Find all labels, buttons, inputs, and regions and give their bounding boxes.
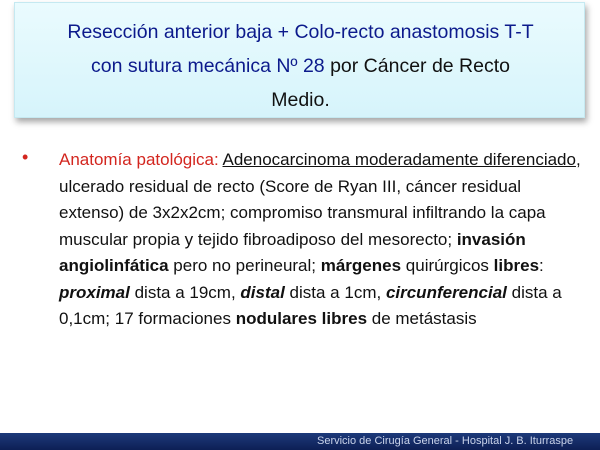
body-segment: de metástasis [367,309,477,328]
emphasis-nodes: nodulares libres [235,309,368,328]
title-line-2-blue: con sutura mecánica Nº 28 [90,55,325,77]
emphasis-circumferential: circunferencial [385,282,507,302]
slide-title [15,15,586,117]
emphasis-free: libres [493,256,540,275]
emphasis-invasion: invasión angiolinfática [59,229,526,275]
bullet-text [59,147,584,333]
bullet-marker: • [22,147,29,167]
title-line-3: Medio. [271,89,330,111]
title-box [14,2,585,118]
bullet-label: Anatomía patológica: [59,150,219,169]
footer-text: Servicio de Cirugía General - Hospital J. B. Iturraspe [317,435,574,447]
title-line-2-dark: por Cáncer de Recto [324,55,511,77]
footer-bar [0,433,600,450]
body-segment: : [539,256,544,275]
diagnosis-text: Adenocarcinoma moderadamente diferenciado [222,150,576,169]
body-segment: dista a 19cm, [129,282,241,302]
body-segment: quirúrgicos [401,256,494,275]
emphasis-proximal: proximal [59,282,130,302]
emphasis-margins: márgenes [320,256,402,275]
body-segment: dista a 1cm, [284,282,386,302]
body-segment: dista a 0,1cm; 17 formaciones [59,282,562,328]
title-line-1: Resección anterior baja + Colo-recto anastomosis T-T [67,21,534,43]
body-segment: , ulcerado residual de recto (Score de Ryan III, cáncer residual extenso) de 3x2x2cm; compromiso transmural infiltrando la capa muscular propia y tejido fibroadiposo del mesorecto; [59,150,581,249]
body-segment: pero no perineural; [168,256,321,275]
emphasis-distal: distal [240,282,285,302]
